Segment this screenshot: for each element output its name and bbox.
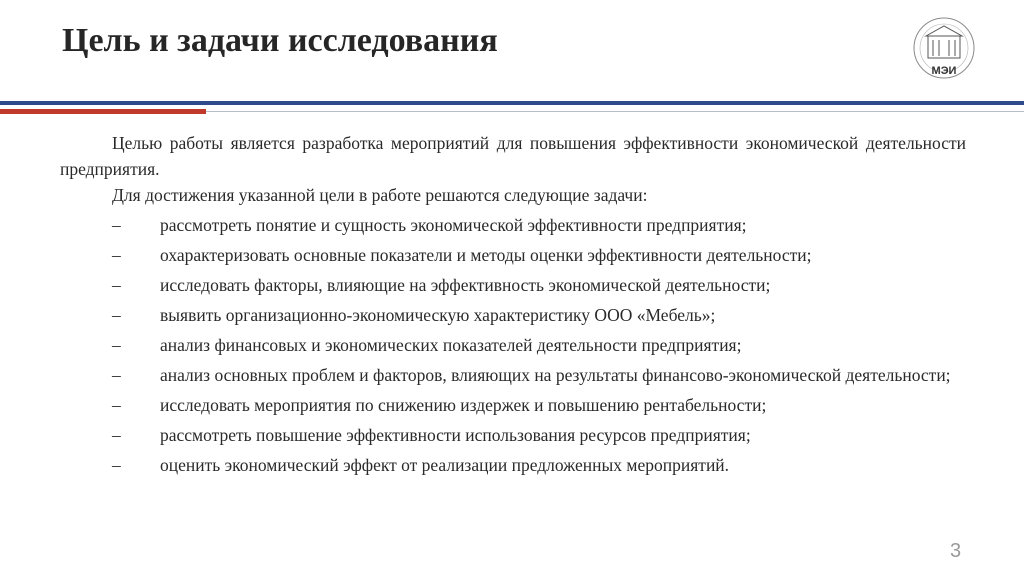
slide-body — [60, 130, 966, 478]
header-rule-gray — [206, 111, 1024, 112]
task-text: рассмотреть повышение эффективности использования ресурсов предприятия; — [160, 425, 751, 445]
dash-marker: – — [112, 245, 121, 265]
header-rule-blue — [0, 101, 1024, 105]
dash-marker: – — [112, 275, 121, 295]
task-text: охарактеризовать основные показатели и методы оценки эффективности деятельности; — [160, 245, 812, 265]
task-item — [60, 452, 966, 478]
task-text: анализ финансовых и экономических показателей деятельности предприятия; — [160, 335, 742, 355]
task-item — [60, 302, 966, 328]
task-item — [60, 362, 966, 388]
task-item — [60, 212, 966, 238]
dash-marker: – — [112, 305, 121, 325]
university-logo — [908, 10, 980, 94]
dash-marker: – — [112, 335, 121, 355]
task-text: оценить экономический эффект от реализации предложенных мероприятий. — [160, 455, 730, 475]
task-item — [60, 272, 966, 298]
goal-paragraph: Целью работы является разработка мероприятий для повышения эффективности экономической деятельности предприятия. — [60, 133, 966, 179]
task-text: выявить организационно-экономическую характеристику ООО «Мебель»; — [160, 305, 716, 325]
task-text: исследовать факторы, влияющие на эффективность экономической деятельности; — [160, 275, 771, 295]
task-item — [60, 332, 966, 358]
task-item — [60, 422, 966, 448]
dash-marker: – — [112, 365, 121, 385]
dash-marker: – — [112, 215, 121, 235]
slide-title: Цель и задачи исследования — [62, 22, 498, 59]
dash-marker: – — [112, 425, 121, 445]
dash-marker: – — [112, 395, 121, 415]
dash-marker: – — [112, 455, 121, 475]
task-text: анализ основных проблем и факторов, влияющих на результаты финансово-экономической деятельности; — [160, 365, 951, 385]
header-rule-red — [0, 109, 206, 114]
page-number: 3 — [950, 540, 962, 562]
task-item — [60, 242, 966, 268]
task-text: рассмотреть понятие и сущность экономической эффективности предприятия; — [160, 215, 747, 235]
intro-paragraph: Для достижения указанной цели в работе решаются следующие задачи: — [112, 185, 648, 205]
task-text: исследовать мероприятия по снижению издержек и повышению рентабельности; — [160, 395, 767, 415]
task-item — [60, 392, 966, 418]
logo-text: МЭИ — [931, 65, 957, 77]
